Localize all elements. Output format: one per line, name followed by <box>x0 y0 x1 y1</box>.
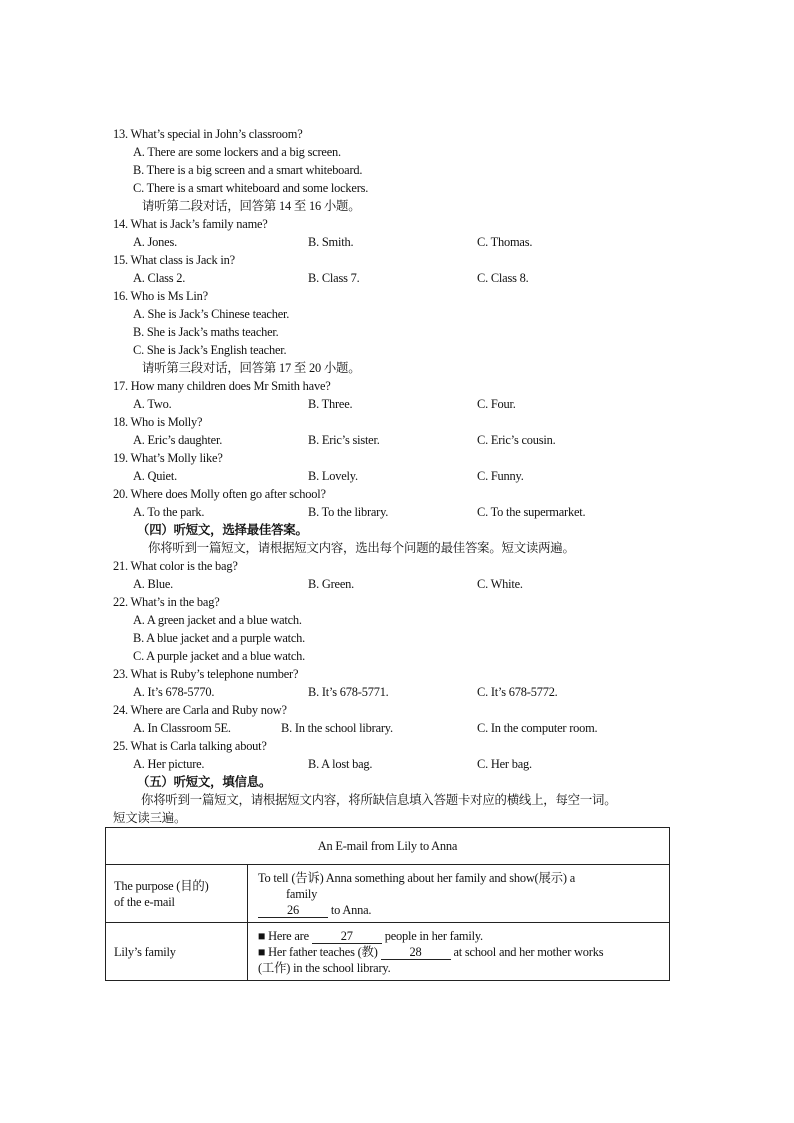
option-15b: B. Class 7. <box>308 271 360 285</box>
option-23b: B. It’s 678-5771. <box>308 685 389 699</box>
option-24a: A. In Classroom 5E. <box>133 721 231 735</box>
purpose-label-line1: The purpose (目的) <box>114 878 209 893</box>
option-20c: C. To the supermarket. <box>477 505 586 519</box>
section-5-instruction: 你将听到一篇短文，请根据短文内容，将所缺信息填入答题卡对应的横线上，每空一词。 <box>141 793 617 807</box>
purpose-text-line2: family <box>286 886 318 901</box>
option-16b: B. She is Jack’s maths teacher. <box>133 325 279 339</box>
option-23c: C. It’s 678-5772. <box>477 685 558 699</box>
question-19: 19. What’s Molly like? <box>113 451 223 465</box>
question-25: 25. What is Carla talking about? <box>113 739 267 753</box>
option-17c: C. Four. <box>477 397 516 411</box>
family-line1-post: people in her family. <box>384 928 483 943</box>
question-20: 20. Where does Molly often go after school? <box>113 487 326 501</box>
family-line2-pre: ■ Her father teaches (教) <box>258 944 378 959</box>
option-21c: C. White. <box>477 577 523 591</box>
option-19a: A. Quiet. <box>133 469 177 483</box>
section-5-instruction-cont: 短文读三遍。 <box>113 811 187 825</box>
option-18c: C. Eric’s cousin. <box>477 433 556 447</box>
question-17: 17. How many children does Mr Smith have? <box>113 379 331 393</box>
option-18a: A. Eric’s daughter. <box>133 433 223 447</box>
option-15c: C. Class 8. <box>477 271 529 285</box>
option-24c: C. In the computer room. <box>477 721 598 735</box>
family-line1-pre: ■ Here are <box>258 928 309 943</box>
option-17b: B. Three. <box>308 397 353 411</box>
question-15: 15. What class is Jack in? <box>113 253 235 267</box>
option-18b: B. Eric’s sister. <box>308 433 380 447</box>
option-15a: A. Class 2. <box>133 271 186 285</box>
option-19c: C. Funny. <box>477 469 524 483</box>
option-20a: A. To the park. <box>133 505 205 519</box>
blank-26[interactable]: 26 <box>258 903 328 918</box>
table-title: An E-mail from Lily to Anna <box>106 828 670 865</box>
question-14: 14. What is Jack’s family name? <box>113 217 268 231</box>
question-18: 18. Who is Molly? <box>113 415 203 429</box>
blank-27[interactable]: 27 <box>312 929 382 944</box>
question-23: 23. What is Ruby’s telephone number? <box>113 667 299 681</box>
option-16a: A. She is Jack’s Chinese teacher. <box>133 307 290 321</box>
option-13b: B. There is a big screen and a smart whiteboard. <box>133 163 363 177</box>
email-info-table <box>105 827 670 981</box>
section-4-instruction: 你将听到一篇短文，请根据短文内容，选出每个问题的最佳答案。短文读两遍。 <box>148 541 575 555</box>
family-label: Lily’s family <box>106 923 248 981</box>
option-23a: A. It’s 678-5770. <box>133 685 215 699</box>
option-22c: C. A purple jacket and a blue watch. <box>133 649 306 663</box>
option-14b: B. Smith. <box>308 235 354 249</box>
family-content <box>248 923 670 981</box>
question-13: 13. What’s special in John’s classroom? <box>113 127 303 141</box>
option-21b: B. Green. <box>308 577 355 591</box>
option-20b: B. To the library. <box>308 505 389 519</box>
instruction-17-20: 请听第三段对话，回答第 17 至 20 小题。 <box>142 361 361 375</box>
section-4-title: （四）听短文，选择最佳答案。 <box>137 523 308 537</box>
section-5-title: （五）听短文，填信息。 <box>137 775 272 789</box>
purpose-text-line3: to Anna. <box>330 902 372 917</box>
option-22a: A. A green jacket and a blue watch. <box>133 613 302 627</box>
question-21: 21. What color is the bag? <box>113 559 238 573</box>
option-25c: C. Her bag. <box>477 757 532 771</box>
purpose-label-line2: of the e-mail <box>114 894 175 909</box>
option-22b: B. A blue jacket and a purple watch. <box>133 631 306 645</box>
option-13a: A. There are some lockers and a big screen. <box>133 145 341 159</box>
purpose-label <box>106 865 248 923</box>
option-25b: B. A lost bag. <box>308 757 373 771</box>
question-16: 16. Who is Ms Lin? <box>113 289 208 303</box>
option-16c: C. She is Jack’s English teacher. <box>133 343 287 357</box>
option-25a: A. Her picture. <box>133 757 205 771</box>
option-14a: A. Jones. <box>133 235 177 249</box>
family-line2-post: at school and her mother works <box>453 944 604 959</box>
blank-28[interactable]: 28 <box>381 945 451 960</box>
option-14c: C. Thomas. <box>477 235 533 249</box>
instruction-14-16: 请听第二段对话，回答第 14 至 16 小题。 <box>142 199 361 213</box>
question-24: 24. Where are Carla and Ruby now? <box>113 703 287 717</box>
option-17a: A. Two. <box>133 397 172 411</box>
family-line3: (工作) in the school library. <box>258 960 391 975</box>
purpose-content <box>248 865 670 923</box>
question-22: 22. What’s in the bag? <box>113 595 220 609</box>
option-21a: A. Blue. <box>133 577 174 591</box>
option-24b: B. In the school library. <box>281 721 393 735</box>
option-13c: C. There is a smart whiteboard and some lockers. <box>133 181 369 195</box>
option-19b: B. Lovely. <box>308 469 358 483</box>
purpose-text-line1: To tell (告诉) Anna something about her family and show(展示) a <box>258 870 575 885</box>
